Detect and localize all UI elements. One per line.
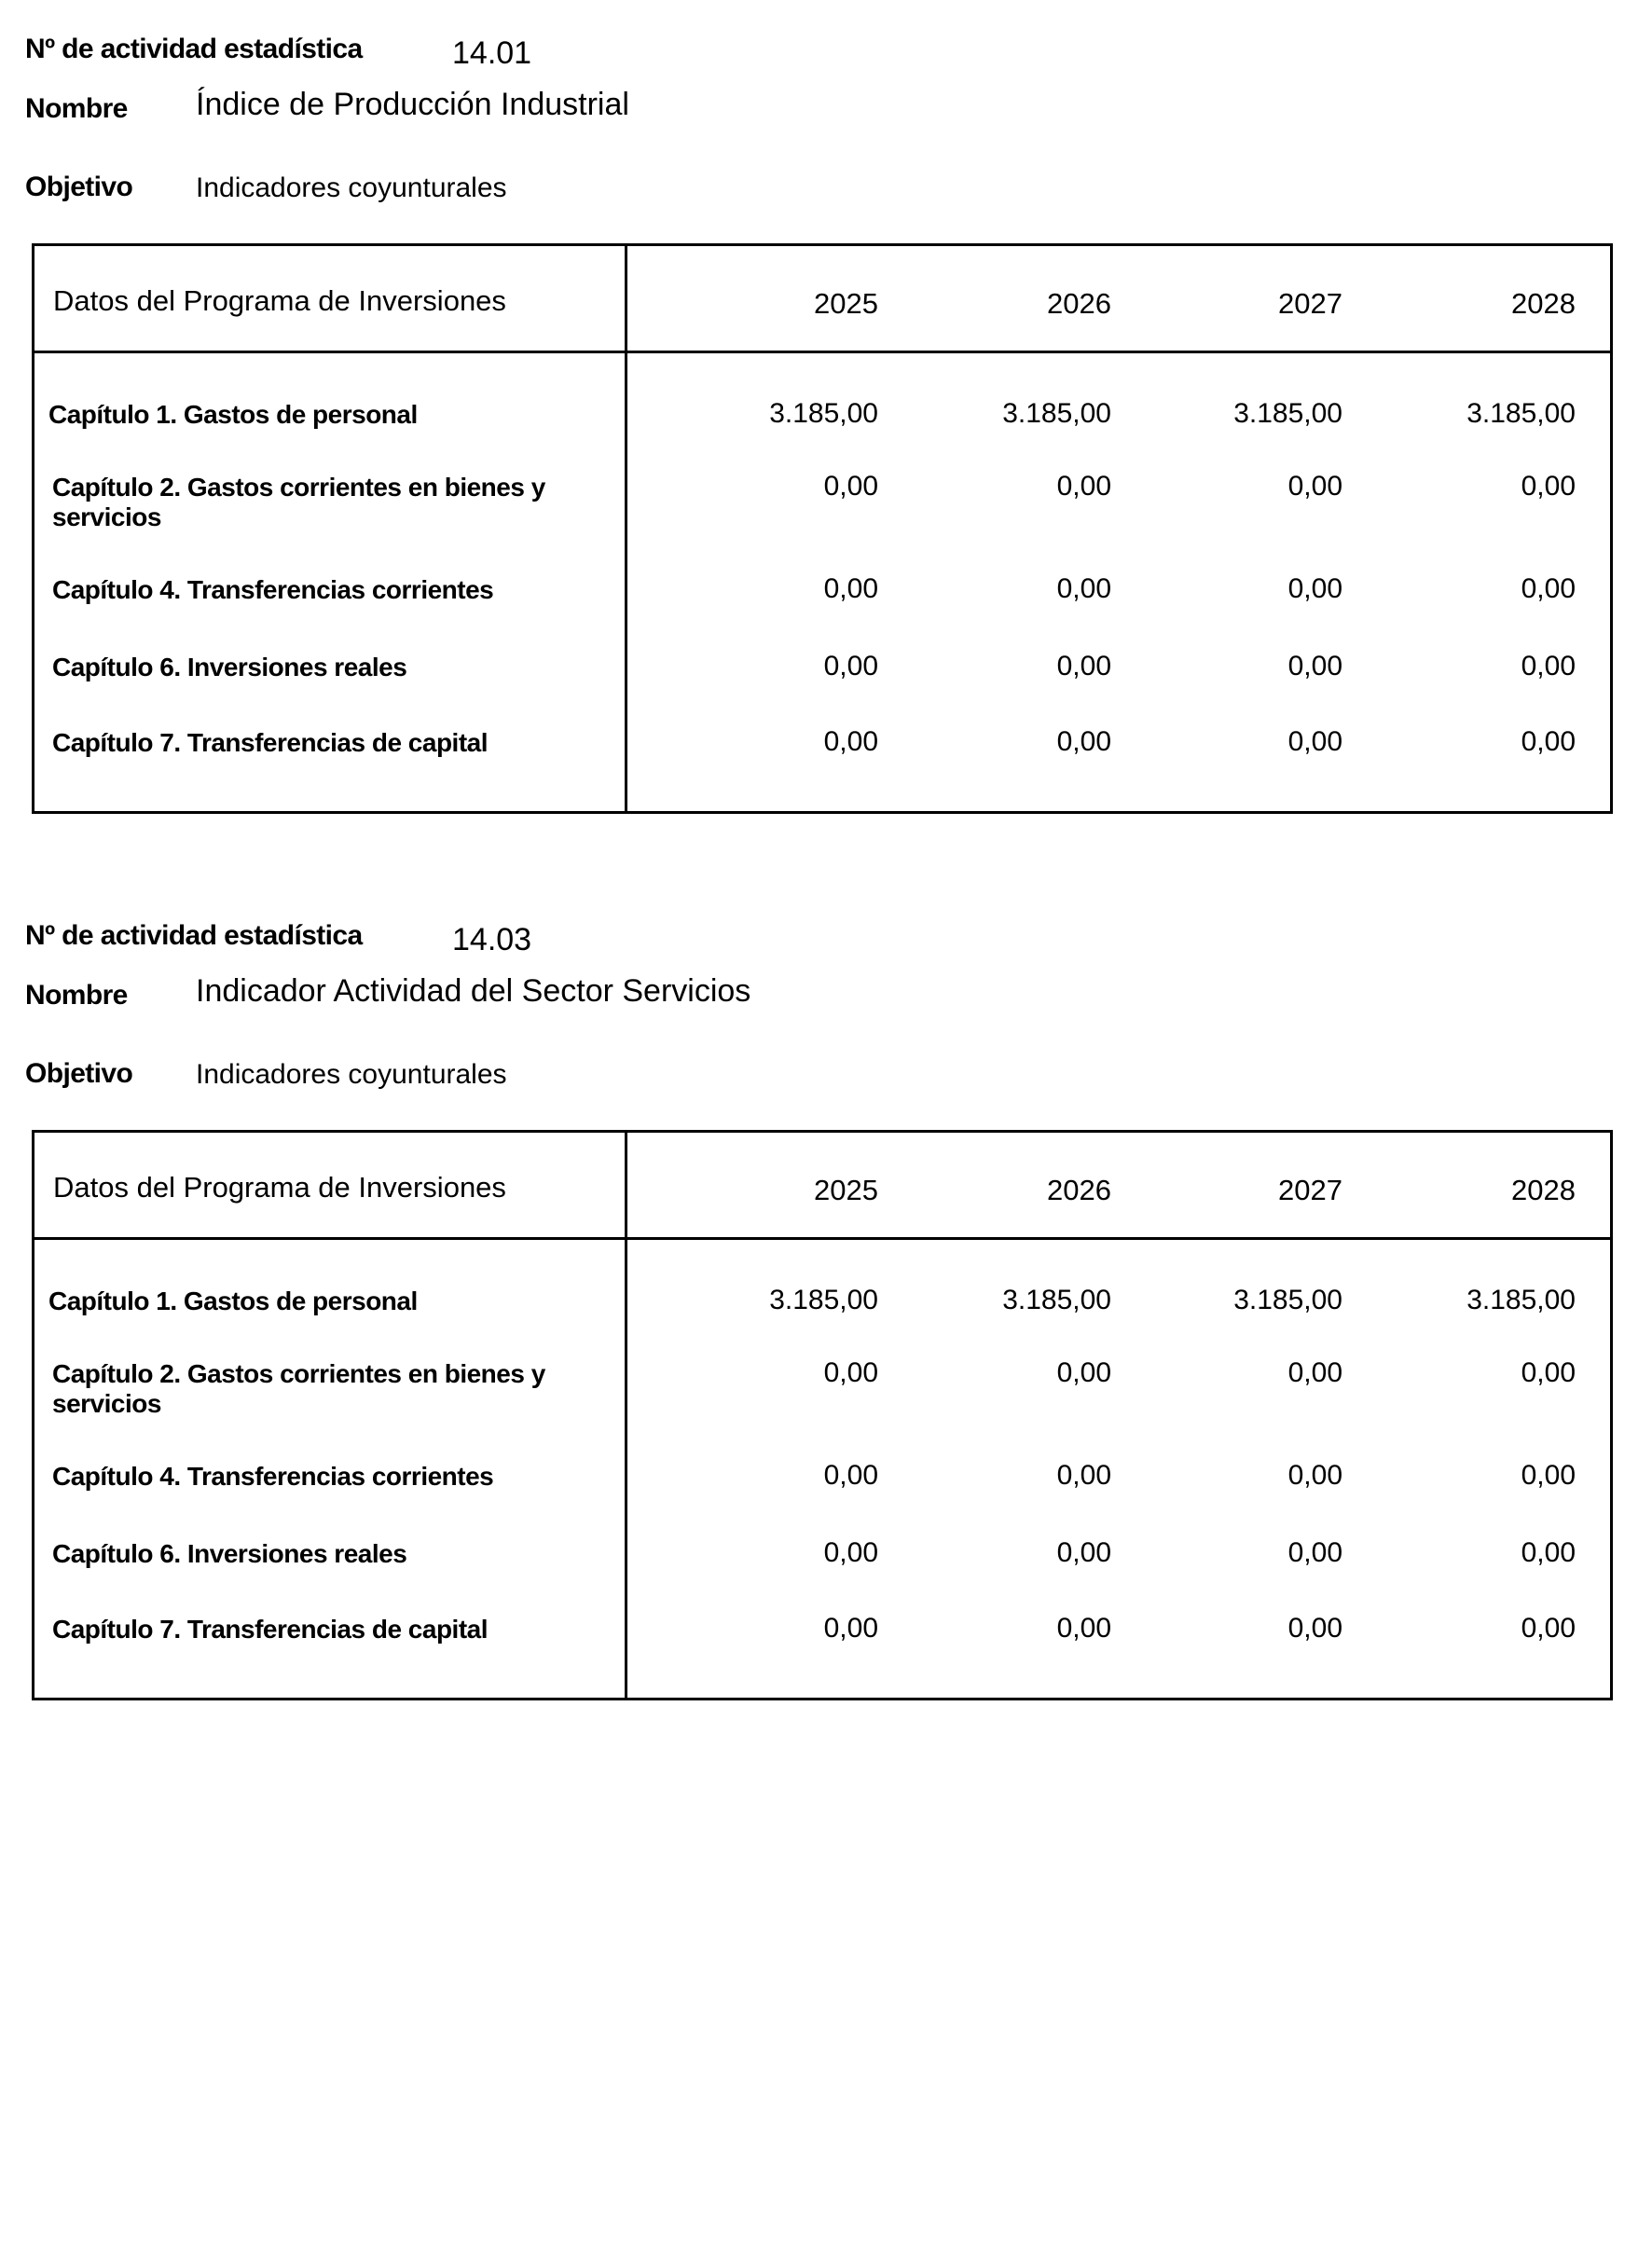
amount-cell: 0,00: [1521, 471, 1576, 502]
amount-cell: 0,00: [823, 573, 878, 604]
table-row: [34, 1287, 1610, 1352]
activity-number-label: Nº de actividad estadística: [25, 34, 363, 64]
year-header: 2025: [814, 1174, 878, 1206]
amount-cell: 3.185,00: [1466, 398, 1576, 429]
amount-cell: 0,00: [1521, 1613, 1576, 1644]
table-header-label: Datos del Programa de Inversiones: [53, 284, 506, 317]
amount-cell: 0,00: [1287, 1537, 1342, 1568]
chapter-label: Capítulo 1. Gastos de personal: [48, 1287, 418, 1315]
amount-cell: 0,00: [1287, 1357, 1342, 1388]
objective-label: Objetivo: [25, 1058, 133, 1089]
amount-cell: 0,00: [823, 726, 878, 757]
activity-block: [0, 887, 1652, 1726]
amount-cell: 0,00: [1287, 726, 1342, 757]
amount-cell: 0,00: [823, 1613, 878, 1644]
activity-number-value: 14.01: [452, 35, 532, 71]
table-row: [34, 1462, 1610, 1527]
amount-cell: 0,00: [823, 1537, 878, 1568]
investment-table: [32, 1130, 1613, 1700]
header-divider: [34, 351, 1610, 353]
activity-block: [0, 0, 1652, 839]
amount-cell: 0,00: [1521, 726, 1576, 757]
activity-number-value: 14.03: [452, 922, 532, 957]
amount-cell: 0,00: [823, 471, 878, 502]
name-label: Nombre: [25, 93, 128, 124]
amount-cell: 0,00: [823, 1460, 878, 1491]
amount-cell: 3.185,00: [769, 1285, 878, 1315]
amount-cell: 3.185,00: [1233, 398, 1342, 429]
amount-cell: 0,00: [1287, 651, 1342, 681]
amount-cell: 3.185,00: [1466, 1285, 1576, 1315]
amount-cell: 0,00: [1056, 726, 1111, 757]
objective-value: Indicadores coyunturales: [196, 172, 507, 203]
chapter-label: Capítulo 4. Transferencias corrientes: [52, 1462, 494, 1491]
chapter-label: Capítulo 4. Transferencias corrientes: [52, 575, 494, 604]
chapter-label: Capítulo 6. Inversiones reales: [52, 1539, 407, 1568]
amount-cell: 0,00: [823, 1357, 878, 1388]
year-header: 2028: [1511, 287, 1576, 320]
amount-cell: 0,00: [1056, 1357, 1111, 1388]
amount-cell: 0,00: [1056, 573, 1111, 604]
table-row: [34, 653, 1610, 718]
amount-cell: 0,00: [1056, 1537, 1111, 1568]
chapter-label: Capítulo 1. Gastos de personal: [48, 400, 418, 429]
chapter-label: Capítulo 6. Inversiones reales: [52, 653, 407, 681]
chapter-label: Capítulo 7. Transferencias de capital: [52, 1615, 489, 1644]
amount-cell: 0,00: [1521, 573, 1576, 604]
name-label: Nombre: [25, 980, 128, 1011]
amount-cell: 3.185,00: [769, 398, 878, 429]
year-header: 2025: [814, 287, 878, 320]
amount-cell: 3.185,00: [1002, 398, 1111, 429]
amount-cell: 0,00: [1521, 1460, 1576, 1491]
amount-cell: 3.185,00: [1002, 1285, 1111, 1315]
amount-cell: 0,00: [1287, 1613, 1342, 1644]
investment-table: [32, 243, 1613, 814]
objective-value: Indicadores coyunturales: [196, 1059, 507, 1090]
amount-cell: 0,00: [823, 651, 878, 681]
table-row: [34, 1539, 1610, 1604]
chapter-label: Capítulo 2. Gastos corrientes en bienes y servicios: [52, 1359, 545, 1418]
year-header: 2026: [1047, 287, 1111, 320]
table-row: [34, 1615, 1610, 1680]
amount-cell: 0,00: [1056, 1613, 1111, 1644]
table-row: [34, 728, 1610, 793]
header-divider: [34, 1237, 1610, 1240]
year-header: 2027: [1278, 1174, 1342, 1206]
year-header: 2028: [1511, 1174, 1576, 1206]
amount-cell: 0,00: [1056, 1460, 1111, 1491]
amount-cell: 0,00: [1287, 471, 1342, 502]
amount-cell: 0,00: [1287, 573, 1342, 604]
amount-cell: 0,00: [1521, 1357, 1576, 1388]
chapter-label: Capítulo 7. Transferencias de capital: [52, 728, 489, 757]
table-row: [34, 575, 1610, 640]
name-value: Índice de Producción Industrial: [196, 87, 629, 122]
activity-number-label: Nº de actividad estadística: [25, 920, 363, 951]
table-row: [34, 400, 1610, 465]
objective-label: Objetivo: [25, 172, 133, 202]
amount-cell: 0,00: [1287, 1460, 1342, 1491]
year-header: 2027: [1278, 287, 1342, 320]
amount-cell: 0,00: [1056, 471, 1111, 502]
name-value: Indicador Actividad del Sector Servicios: [196, 973, 751, 1009]
year-header: 2026: [1047, 1174, 1111, 1206]
table-row: [34, 1359, 1610, 1424]
table-header-label: Datos del Programa de Inversiones: [53, 1171, 506, 1204]
amount-cell: 0,00: [1521, 651, 1576, 681]
amount-cell: 3.185,00: [1233, 1285, 1342, 1315]
table-row: [34, 473, 1610, 538]
chapter-label: Capítulo 2. Gastos corrientes en bienes y servicios: [52, 473, 545, 531]
amount-cell: 0,00: [1056, 651, 1111, 681]
amount-cell: 0,00: [1521, 1537, 1576, 1568]
